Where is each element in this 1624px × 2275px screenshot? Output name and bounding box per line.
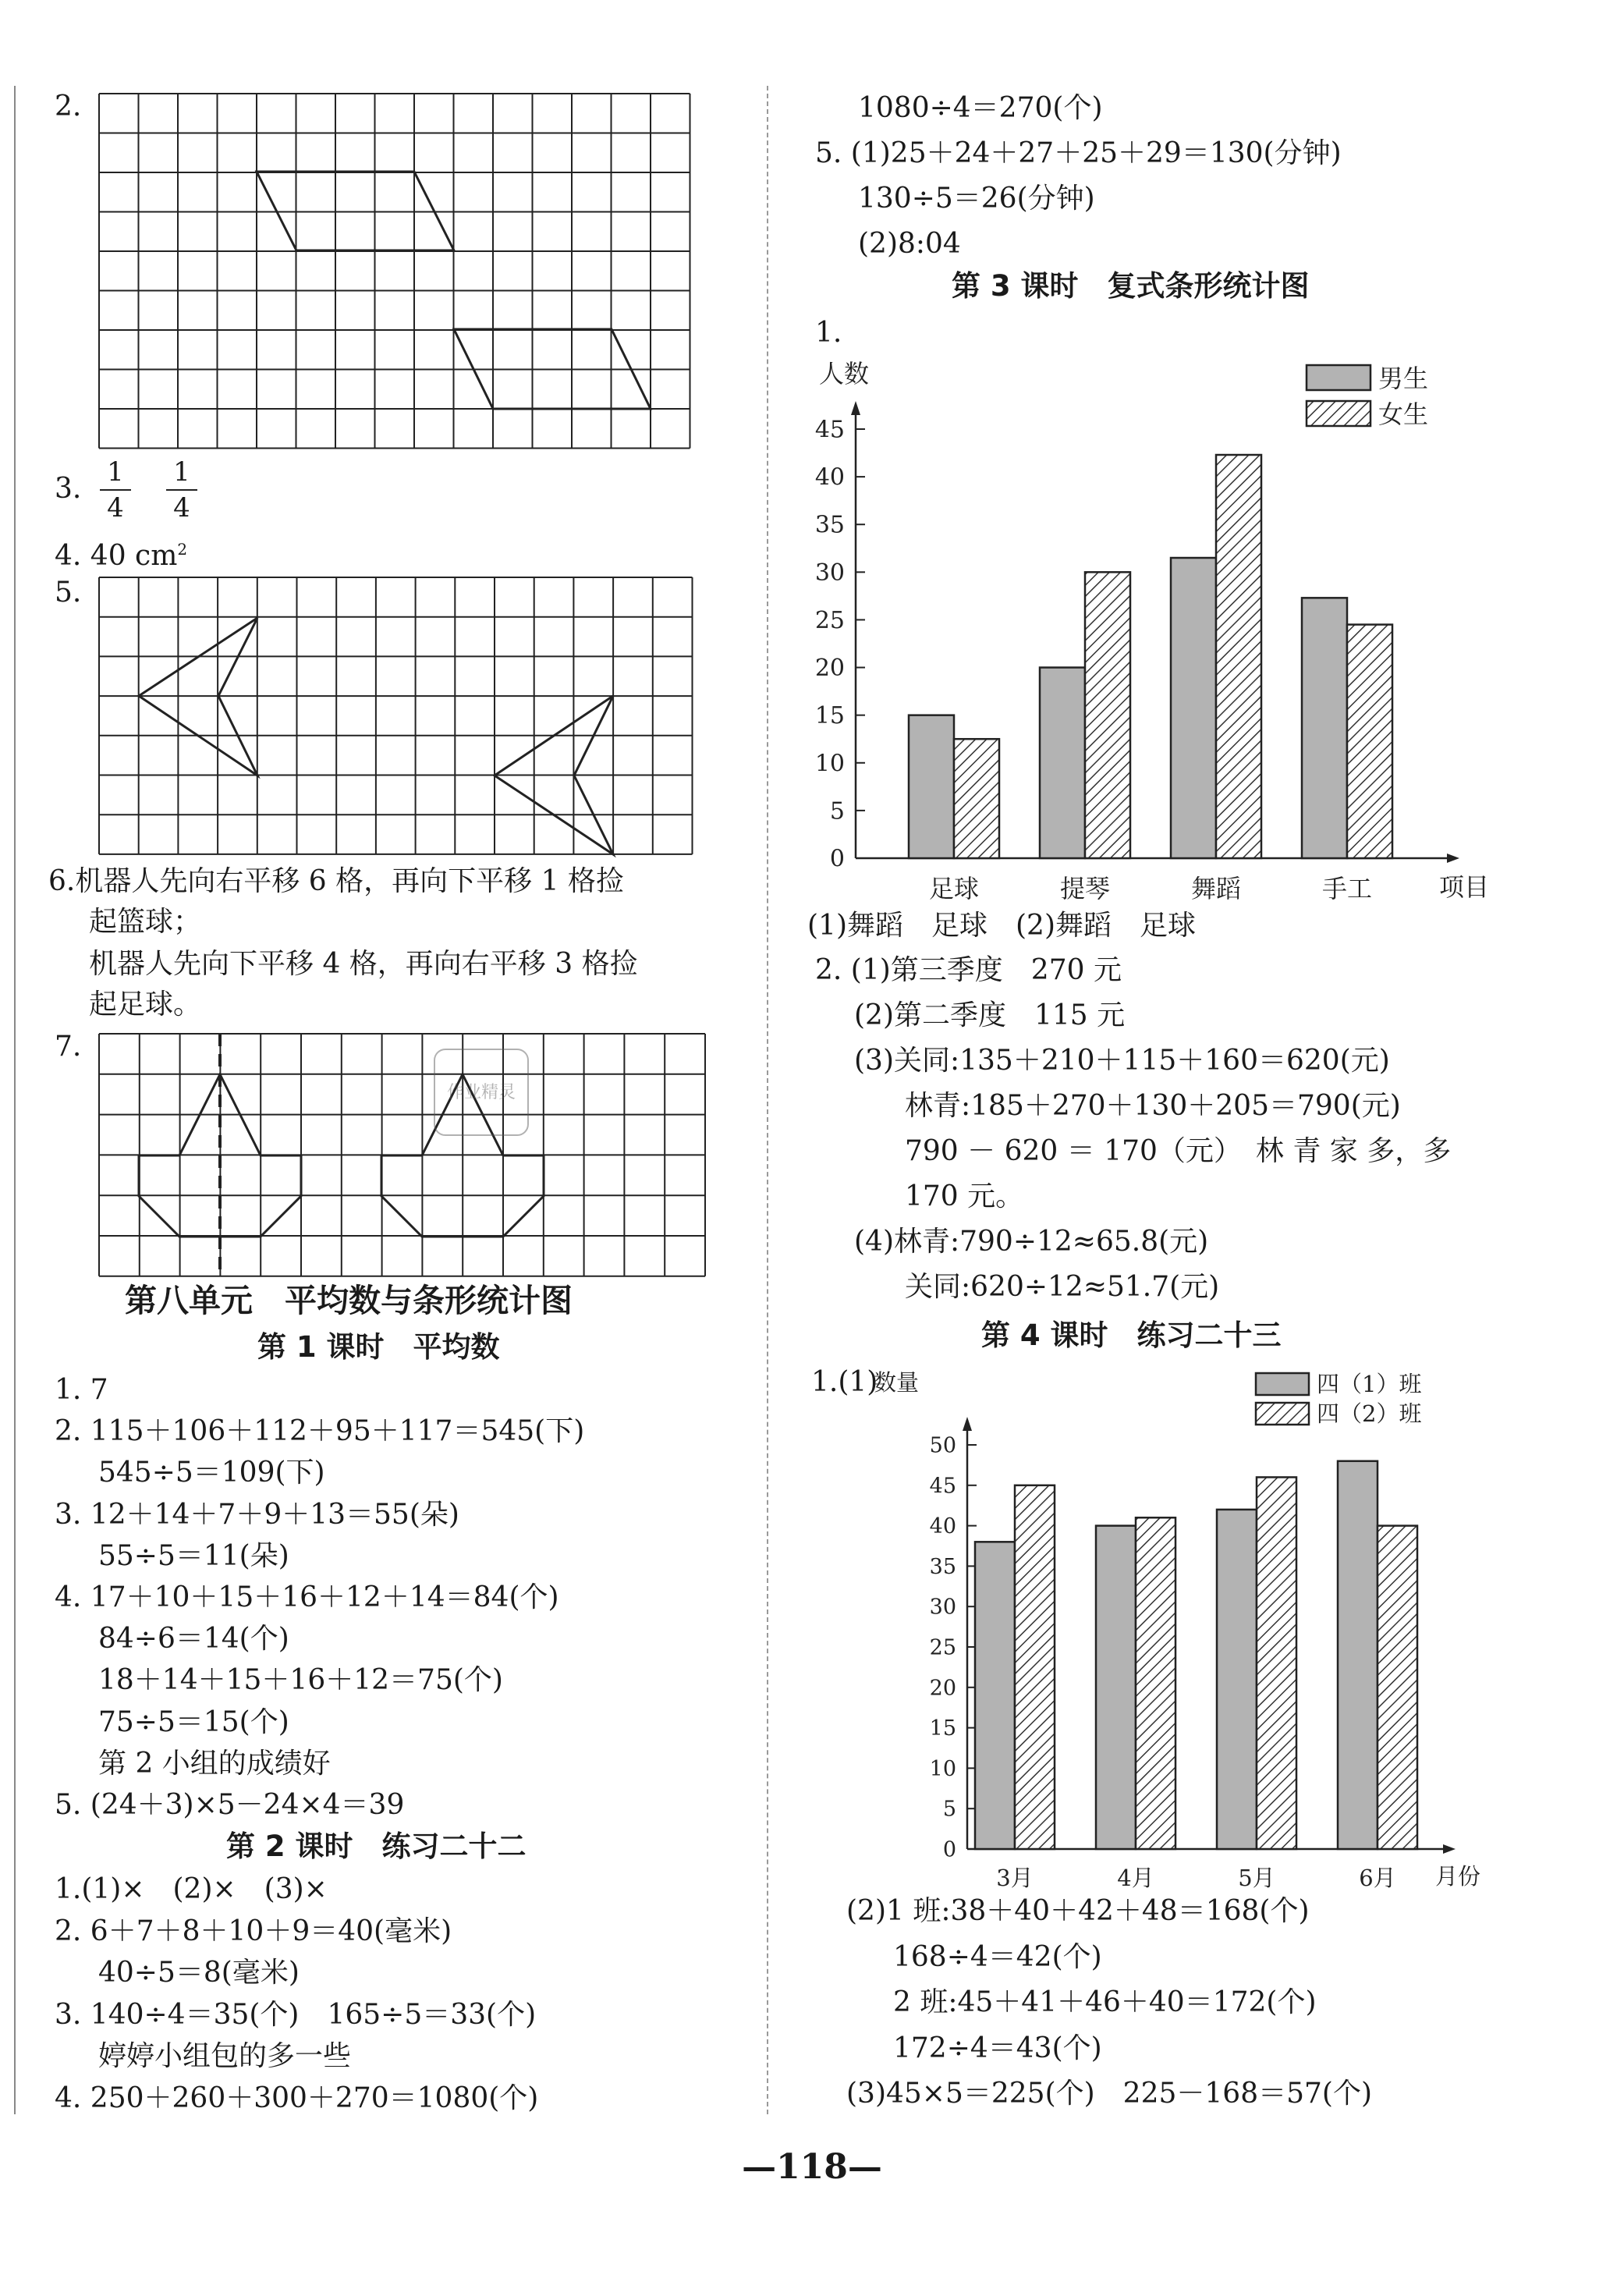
l4list-line: 2 班:45＋41＋46＋40＝172(个) — [893, 1986, 1317, 2018]
toplist-line: (2)8:04 — [858, 228, 961, 260]
l1list-line: 3. 12＋14＋7＋9＋13＝55(朵) — [55, 1498, 459, 1531]
q6-line-4: 起足球。 — [89, 988, 202, 1020]
l3-q1-label: 1. — [815, 317, 842, 349]
y-tick-label: 40 — [814, 463, 845, 492]
y-tick-label: 35 — [929, 1554, 956, 1579]
bar-女生-手工 — [1347, 625, 1392, 858]
bar-男生-足球 — [909, 715, 954, 858]
l1list-line: 75÷5＝15(个) — [98, 1705, 289, 1738]
y-tick-label: 35 — [814, 511, 845, 539]
chart-boys-girls-activities — [811, 351, 1490, 913]
x-category-label: 3月 — [996, 1865, 1034, 1891]
x-category-label: 足球 — [928, 874, 980, 903]
lesson4-title: 第 4 课时 练习二十三 — [981, 1319, 1282, 1352]
bar-男生-舞蹈 — [1171, 558, 1216, 858]
x-category-label: 4月 — [1117, 1865, 1154, 1891]
q5-label: 5. — [55, 577, 82, 609]
l3list-line: (4)林青:790÷12≈65.8(元) — [854, 1226, 1209, 1258]
legend-label: 男生 — [1378, 364, 1429, 393]
chart-class-monthly — [874, 1358, 1482, 1891]
bar-四（2）班-6月 — [1378, 1526, 1417, 1849]
legend-swatch — [1256, 1373, 1309, 1395]
y-tick-label: 45 — [929, 1474, 956, 1499]
page-number: —118— — [742, 2147, 882, 2187]
x-axis-arrow — [1447, 854, 1459, 863]
bar-女生-舞蹈 — [1216, 455, 1261, 858]
l2list-line: 4. 250＋260＋300＋270＝1080(个) — [55, 2082, 539, 2114]
q4-answer: 4. 40 $cm^2$ — [55, 540, 188, 572]
y-tick-label: 20 — [814, 655, 845, 683]
legend-label: 四（2）班 — [1317, 1400, 1422, 1427]
l1list-line: 1. 7 — [55, 1374, 108, 1406]
bar-四（1）班-4月 — [1096, 1526, 1136, 1849]
y-tick-label: 50 — [929, 1433, 956, 1458]
x-category-label: 提琴 — [1059, 874, 1111, 903]
y-tick-label: 5 — [829, 797, 845, 825]
lesson3-title: 第 3 课时 复式条形统计图 — [952, 269, 1310, 303]
l2list-line: 2. 6＋7＋8＋10＋9＝40(毫米) — [55, 1915, 452, 1947]
l1list-line: 545÷5＝109(下) — [98, 1457, 325, 1489]
l2list-line: 婷婷小组包的多一些 — [98, 2040, 352, 2072]
l2list-line: 3. 140÷4＝35(个) 165÷5＝33(个) — [55, 1998, 537, 2031]
grid-symmetry-figure — [99, 1034, 704, 1277]
legend-label: 四（1）班 — [1317, 1371, 1422, 1397]
y-tick-label: 30 — [814, 559, 845, 587]
l1list-line: 4. 17＋10＋15＋16＋12＋14＝84(个) — [55, 1581, 559, 1613]
bar-四（1）班-6月 — [1338, 1461, 1378, 1849]
chart1-answers: (1)舞蹈 足球 (2)舞蹈 足球 — [807, 910, 1196, 942]
left-margin-rule — [14, 86, 16, 2114]
toplist-line: 1080÷4＝270(个) — [858, 92, 1103, 124]
x-axis-label: 项目 — [1439, 872, 1490, 902]
x-category-label: 6月 — [1359, 1865, 1396, 1891]
y-axis-arrow — [963, 1417, 972, 1431]
l1list-line: 18＋14＋15＋16＋12＝75(个) — [98, 1664, 503, 1697]
l1list-line: 5. (24＋3)×5－24×4＝39 — [55, 1789, 405, 1821]
q2-label: 2. — [55, 91, 82, 122]
bar-四（2）班-4月 — [1136, 1517, 1175, 1849]
toplist-line: 130÷5＝26(分钟) — [858, 183, 1095, 215]
l1list-line: 55÷5＝11(朵) — [98, 1539, 289, 1572]
l3list-line: 790 － 620 ＝ 170（元） 林 青 家 多，多 — [905, 1135, 1452, 1167]
q3-fraction-1: 1 4 — [100, 456, 131, 523]
x-axis-arrow — [1443, 1844, 1456, 1854]
q6-line-3: 机器人先向下平移 4 格，再向右平移 3 格捡 — [89, 948, 638, 980]
l4list-line: (3)45×5＝225(个) 225－168＝57(个) — [846, 2078, 1372, 2110]
l4-q1-label: 1.(1) — [811, 1366, 878, 1398]
y-tick-label: 10 — [814, 750, 845, 778]
lesson2-title: 第 2 课时 练习二十二 — [226, 1830, 527, 1863]
l3list-line: 关同:620÷12≈51.7(元) — [905, 1271, 1220, 1303]
x-category-label: 舞蹈 — [1190, 874, 1242, 903]
y-axis-arrow — [851, 401, 860, 415]
y-tick-label: 25 — [814, 606, 845, 634]
y-tick-label: 10 — [929, 1756, 956, 1781]
y-tick-label: 5 — [942, 1797, 956, 1822]
y-tick-label: 25 — [929, 1635, 956, 1660]
lesson1-title: 第 1 课时 平均数 — [257, 1330, 500, 1364]
l3list-line: 170 元。 — [905, 1180, 1024, 1212]
grid-parallelogram-translation — [99, 94, 692, 449]
bar-女生-提琴 — [1085, 572, 1130, 858]
y-tick-label: 45 — [814, 416, 845, 444]
watermark-stamp — [434, 1049, 528, 1135]
unit8-title: 第八单元 平均数与条形统计图 — [125, 1282, 573, 1319]
grid-arrowhead-translation — [99, 577, 700, 854]
l3list-line: (2)第二季度 115 元 — [854, 999, 1126, 1031]
l4list-line: 168÷4＝42(个) — [893, 1940, 1102, 1973]
q3-label: 3. — [55, 473, 82, 505]
l1list-line: 84÷6＝14(个) — [98, 1623, 289, 1656]
x-category-label: 5月 — [1238, 1865, 1275, 1891]
q6-line-1: 6.机器人先向右平移 6 格，再向下平移 1 格捡 — [48, 865, 624, 897]
l4list-line: 172÷4＝43(个) — [893, 2032, 1102, 2064]
toplist-line: 5. (1)25＋24＋27＋25＋29＝130(分钟) — [815, 137, 1342, 169]
bar-四（1）班-5月 — [1217, 1510, 1257, 1849]
q6-line-2: 起篮球； — [89, 906, 202, 938]
bar-女生-足球 — [954, 739, 999, 858]
y-tick-label: 30 — [929, 1595, 956, 1620]
stamp-text: 作业精灵 — [446, 1083, 516, 1102]
l2list-line: 40÷5＝8(毫米) — [98, 1957, 300, 1989]
bar-四（2）班-3月 — [1015, 1485, 1055, 1849]
y-tick-label: 20 — [929, 1676, 956, 1701]
y-tick-label: 0 — [942, 1837, 956, 1862]
l1list-line: 2. 115＋106＋112＋95＋117＝545(下) — [55, 1415, 585, 1448]
q3-fraction-2: 1 4 — [166, 456, 197, 523]
x-axis-label: 月份 — [1435, 1863, 1481, 1890]
l4list-line: (2)1 班:38＋40＋42＋48＝168(个) — [846, 1895, 1310, 1927]
bar-男生-提琴 — [1040, 668, 1085, 858]
l3list-line: (3)关同:135＋210＋115＋160＝620(元) — [854, 1045, 1390, 1077]
bar-四（2）班-5月 — [1257, 1477, 1296, 1849]
legend-swatch — [1307, 401, 1370, 426]
l3list-line: 2. (1)第三季度 270 元 — [815, 954, 1122, 986]
bar-男生-手工 — [1302, 598, 1347, 858]
l1list-line: 第 2 小组的成绩好 — [98, 1747, 331, 1780]
l3list-line: 林青:185＋270＋130＋205＝790(元) — [905, 1090, 1401, 1122]
bar-四（1）班-3月 — [975, 1542, 1015, 1849]
q7-label: 7. — [55, 1031, 82, 1063]
l2list-line: 1.(1)× (2)× (3)× — [55, 1873, 328, 1905]
legend-swatch — [1307, 365, 1370, 390]
legend-swatch — [1256, 1403, 1309, 1425]
column-divider — [767, 86, 768, 2114]
x-category-label: 手工 — [1321, 874, 1373, 903]
y-axis-label: 数量 — [874, 1369, 920, 1396]
legend-label: 女生 — [1378, 399, 1429, 429]
y-axis-label: 人数 — [819, 359, 870, 389]
y-tick-label: 15 — [814, 702, 845, 730]
y-tick-label: 15 — [929, 1716, 956, 1741]
y-tick-label: 0 — [829, 845, 845, 873]
y-tick-label: 40 — [929, 1514, 956, 1539]
